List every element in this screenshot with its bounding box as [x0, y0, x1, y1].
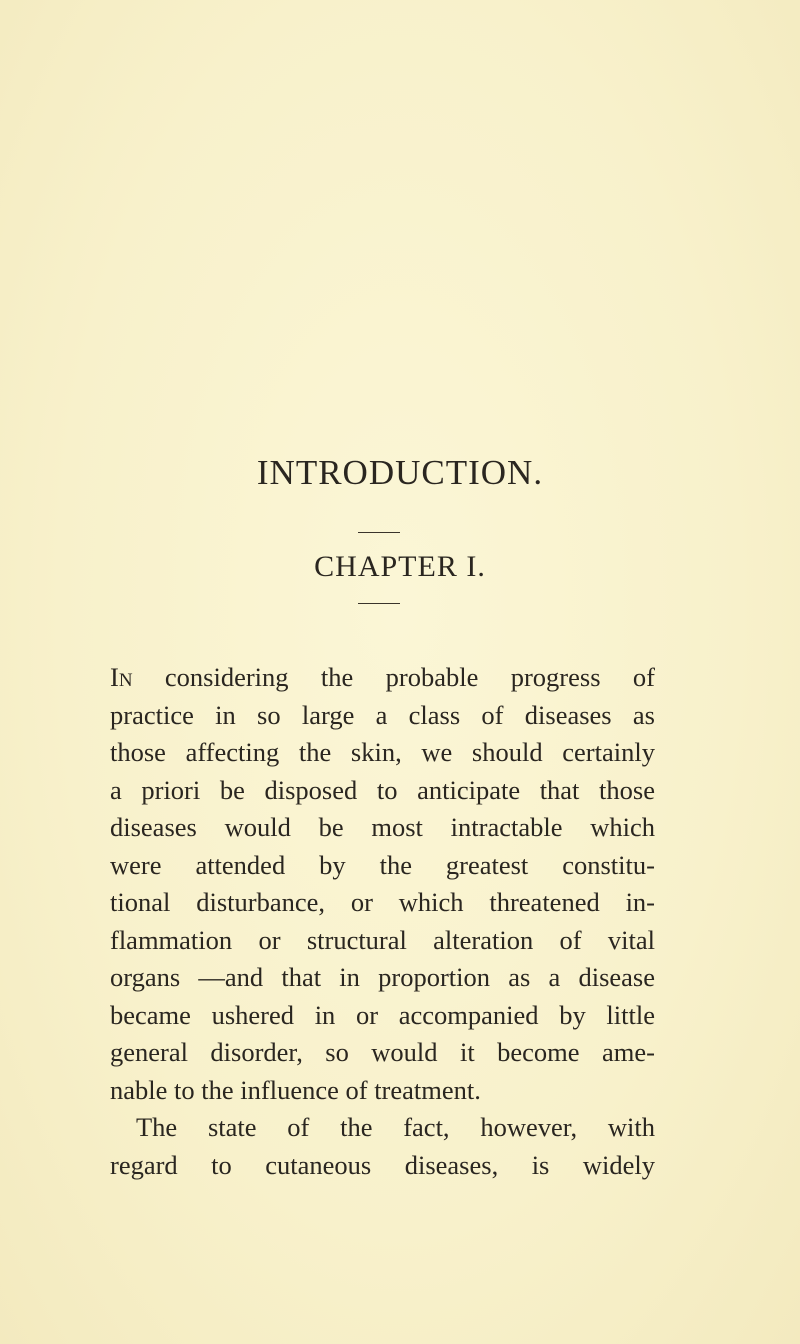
text-line: became ushered in or accompanied by little: [110, 999, 655, 1030]
text-line: diseases would be most intractable which: [110, 812, 655, 842]
text-line: regard to cutaneous diseases, is widely: [110, 1149, 655, 1180]
text-line: a priori be disposed to anticipate that those: [110, 774, 655, 805]
text-line: practice in so large a class of diseases as: [110, 699, 655, 730]
chapter-heading: CHAPTER I.: [314, 550, 486, 583]
text-line: were attended by the greatest constitu-: [110, 849, 655, 880]
text-line: The state of the fact, however, with: [136, 1112, 655, 1142]
text-line: nable to the influence of treatment.: [110, 1074, 481, 1105]
text-line: tional disturbance, or which threatened in-: [110, 887, 655, 917]
body-paragraphs: [110, 659, 655, 1184]
text-line: flammation or structural alteration of vital: [110, 924, 655, 955]
divider-rule-top: [358, 532, 400, 533]
text-line: general disorder, so would it become ame-: [110, 1037, 655, 1067]
text-line: organs —and that in proportion as a disease: [110, 962, 655, 992]
divider-rule-bottom: [358, 603, 400, 604]
text-line: In considering the probable progress of: [110, 662, 655, 692]
section-title: INTRODUCTION.: [256, 453, 544, 492]
text-line: those affecting the skin, we should certainly: [110, 737, 655, 767]
